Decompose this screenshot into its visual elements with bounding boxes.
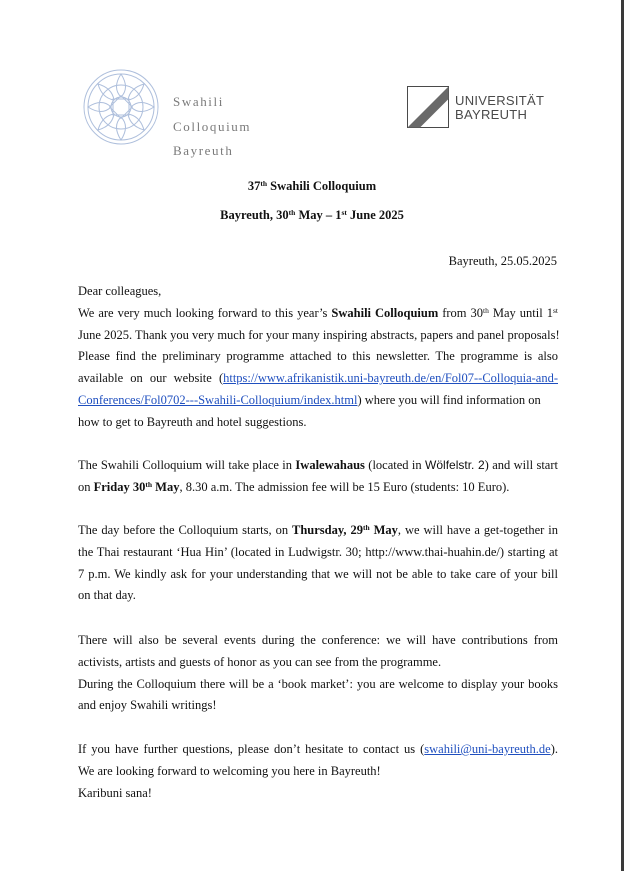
university-name-line2: BAYREUTH [455,107,528,122]
p1-sup1: th [483,305,489,315]
colloquium-name-line1: Swahili [173,94,224,109]
p1-line1 [78,303,558,325]
p3-text-a: The day before the Colloquium starts, on [78,523,293,537]
p2-text-e: on [78,479,94,494]
website-link-part2[interactable]: Conferences/Fol0702---Swahili-Colloquium/index.html [78,392,358,407]
p4-line2: activists, artists and guests of honor as you can see from the programme. [78,654,442,669]
title-number: 37 [247,179,261,193]
subtitle-part-b: May – 1 [295,208,342,222]
p3-bold-day: Thursday, 29 [292,523,363,537]
paragraph-events [78,630,558,717]
p3-line1 [78,520,558,542]
p2-text-d: ) and will start [484,458,558,472]
p5-text-b: ). [550,742,558,756]
colloquium-name-line2: Colloquium [173,118,252,134]
letter-date: Bayreuth, 25.05.2025 [448,254,557,268]
p1-line6: how to get to Bayreuth and hotel suggestions. [78,414,307,429]
p2-address: Wölfelstr. 2 [425,458,485,472]
p3-sup: th [363,523,370,532]
colloquium-name-line3: Bayreuth [173,143,234,158]
p1-text-a: We are very much looking forward to this year’s [78,305,332,320]
p1-sup2: st [552,305,558,315]
paragraph-intro [78,281,558,434]
p2-line1 [78,455,558,477]
p1-line2: June 2025. Thank you very much for your many inspiring abstracts, papers and panel proposals! [78,327,560,342]
document-subtitle [0,208,624,223]
p1-line5-text: ) where you will find information on [357,392,541,407]
p1-bold: Swahili Colloquium [331,305,439,320]
p5-text-a: If you have further questions, please don’t hesitate to contact us ( [78,742,425,756]
p2-bold-day: Friday 30 [93,479,146,494]
p3-line3: 7 p.m. We kindly ask for your understanding that we will not be able to take care of your bill [78,566,558,581]
p2-text-c: (located in [364,458,426,472]
p1-text-c: from 30 [438,305,484,320]
p2-sup: th [145,479,153,489]
p4-line1: There will also be several events during the conference: we will have contributions from [78,633,558,647]
swahili-colloquium-logo [82,68,160,146]
subtitle-part-c: June 2025 [346,208,404,222]
p2-bold-month: May [152,479,180,494]
p2-text-h: , 8.30 a.m. The admission fee will be 15 Euro (students: 10 Euro). [179,479,510,494]
paragraph-contact [78,739,558,804]
p2-text-a: The Swahili Colloquium will take place in [78,458,296,472]
p1-line4-text: available on our website ( [78,371,224,386]
subtitle-sup1: th [288,208,296,217]
paragraph-get-together [78,520,558,607]
university-logo [407,86,449,128]
p1-line5 [78,390,558,412]
university-name [455,94,544,122]
p4-line4: and enjoy Swahili writings! [78,698,217,713]
subtitle-sup2: st [341,208,347,217]
website-link-part1[interactable]: https://www.afrikanistik.uni-bayreuth.de/en/Fol07--Colloquia-and- [223,371,558,386]
p3-text-d: , we will have a get-together in [397,523,558,537]
salutation: Dear colleagues, [78,284,162,298]
university-name-line1: UNIVERSITÄT [455,93,545,108]
colloquium-name [173,90,251,164]
title-text: Swahili Colloquium [267,179,377,193]
p2-line2 [78,477,558,499]
p3-bold-month: May [369,523,398,537]
p1-line3: Please find the preliminary programme attached to this newsletter. The programme is also [78,349,558,364]
p3-line4: on that day. [78,588,136,603]
subtitle-part-a: Bayreuth, 30 [220,208,289,222]
closing: Karibuni sana! [78,785,152,800]
document-title [0,179,624,194]
paragraph-venue [78,455,558,499]
title-sup: th [260,179,268,188]
p5-line1 [78,739,558,761]
p3-line2: the Thai restaurant ‘Hua Hin’ (located in Ludwigstr. 30; http://www.thai-huahin.de/) starting at [78,544,558,559]
p4-line3: During the Colloquium there will be a ‘book market’: you are welcome to display your books [78,676,558,691]
p2-bold-venue: Iwalewahaus [295,458,365,472]
p1-text-d: May until 1 [488,305,553,320]
p1-line4 [78,368,558,390]
email-link[interactable]: swahili@uni-bayreuth.de [424,742,551,756]
p5-line2: We are looking forward to welcoming you here in Bayreuth! [78,763,381,778]
